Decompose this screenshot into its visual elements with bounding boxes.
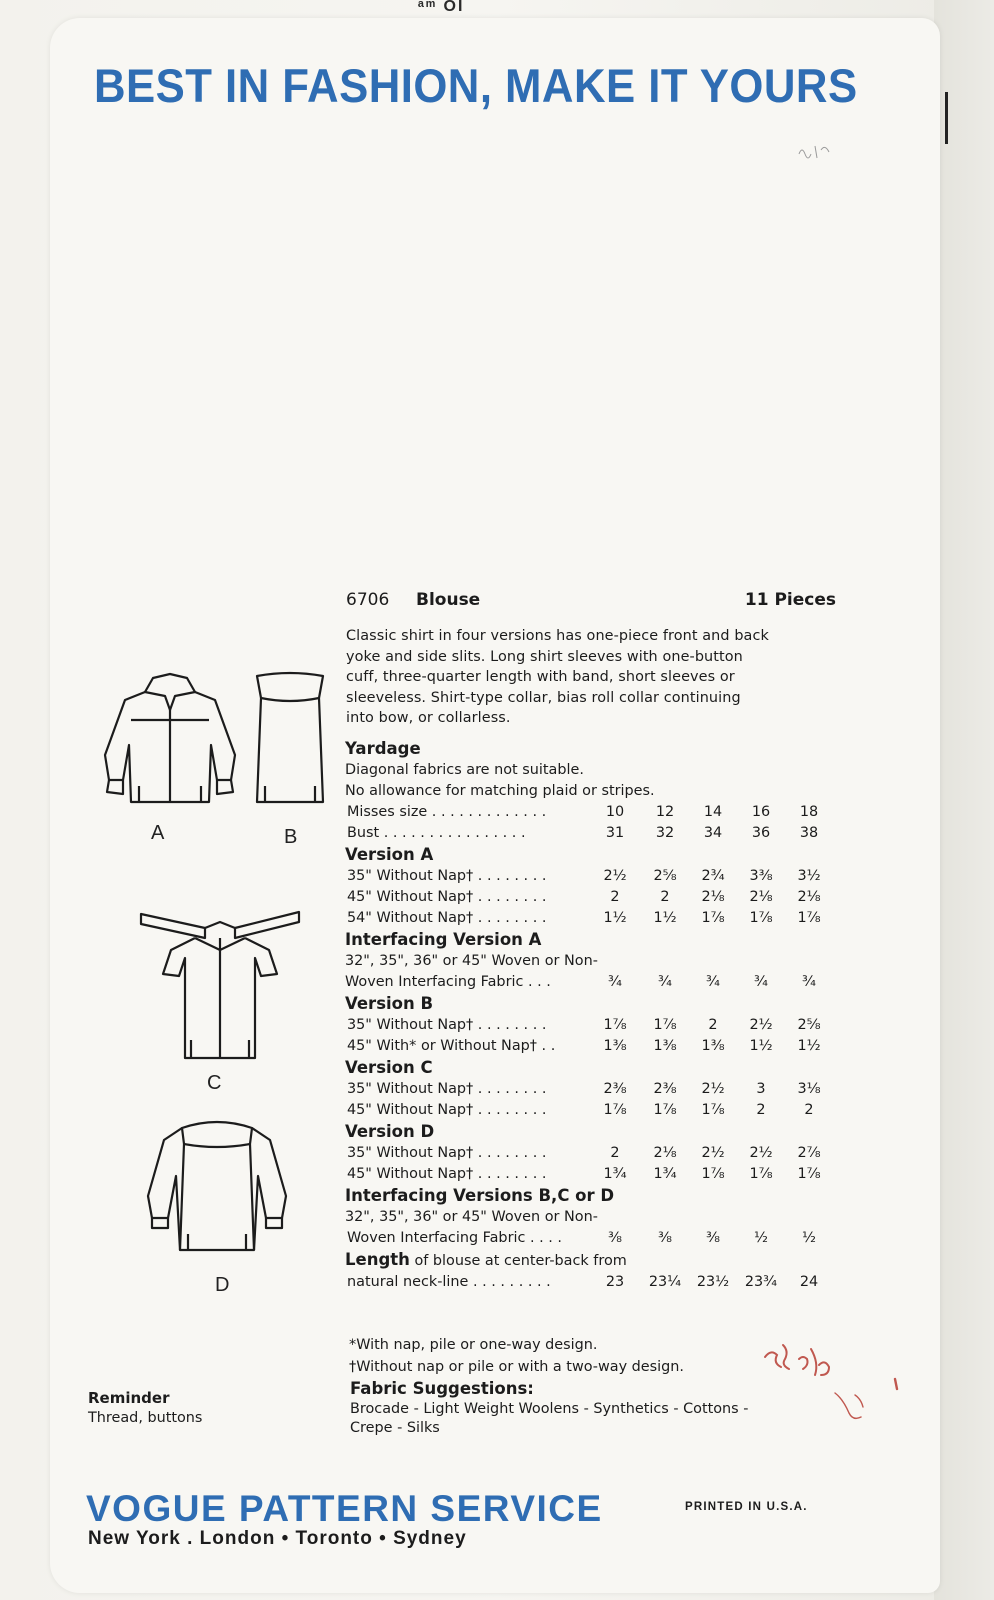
sizes-row [345, 802, 845, 823]
sketch-version-d [142, 1110, 292, 1260]
cell: 2⅞ [797, 1145, 821, 1161]
description-line: into bow, or collarless. [346, 710, 511, 726]
sketch-label-d: D [215, 1274, 230, 1296]
interfacing-a-heading: Interfacing Version A [345, 930, 542, 949]
red-pencil-mark [755, 1335, 905, 1429]
cell: 38 [799, 825, 819, 841]
yardage-row [345, 908, 845, 929]
cell: ⅜ [706, 1230, 720, 1246]
version-b-heading: Version B [345, 994, 434, 1013]
yardage-row [345, 1143, 845, 1164]
cell: 2 [610, 889, 620, 905]
cell: 1⅞ [603, 1017, 627, 1033]
yardage-row [345, 1036, 845, 1057]
cell: 1⅞ [603, 1102, 627, 1118]
cell: 1⅜ [701, 1038, 725, 1054]
cell: ¾ [608, 974, 622, 990]
cell: 2½ [603, 868, 627, 884]
top-text-fragment: ᵃᵐ OI [418, 0, 465, 15]
cell: 2¾ [701, 868, 725, 884]
cell: ½ [754, 1230, 768, 1246]
row-label: Misses size . . . . . . . . . . . . . [347, 804, 547, 820]
cell: 2 [756, 1102, 766, 1118]
reminder-text: Thread, buttons [88, 1410, 203, 1426]
cell: ¾ [706, 974, 720, 990]
cell: 3 [756, 1081, 766, 1097]
cell: 2⅛ [653, 1145, 677, 1161]
cell: 1⅞ [797, 1166, 821, 1182]
cell: 24 [799, 1274, 819, 1290]
cell: 2⅜ [603, 1081, 627, 1097]
cell: 31 [605, 825, 625, 841]
cell: 12 [655, 804, 675, 820]
cell: 1⅞ [797, 910, 821, 926]
footnote-with-nap: *With nap, pile or one-way design. [349, 1337, 598, 1353]
pattern-pieces: 11 Pieces [744, 590, 836, 610]
interfacing-note: 32", 35", 36" or 45" Woven or Non- [345, 1209, 598, 1225]
yardage-row [345, 866, 845, 887]
row-label: 45" Without Nap† . . . . . . . . [347, 1102, 547, 1118]
footnote-without-nap: †Without nap or pile or with a two-way design. [349, 1359, 684, 1375]
cell: 1⅞ [701, 1166, 725, 1182]
cell: 2½ [749, 1017, 773, 1033]
row-label: natural neck-line . . . . . . . . . [347, 1274, 551, 1290]
footer-cities: New York . London • Toronto • Sydney [88, 1528, 467, 1549]
length-heading-rest: of blouse at center-back from [409, 1253, 627, 1269]
row-label: 35" Without Nap† . . . . . . . . [347, 1017, 547, 1033]
length-row [345, 1272, 845, 1293]
cell: ¾ [658, 974, 672, 990]
sketch-label-a: A [151, 822, 165, 844]
sketch-version-b [245, 668, 335, 808]
yardage-note: Diagonal fabrics are not suitable. [345, 762, 584, 778]
cell: 1⅜ [653, 1038, 677, 1054]
envelope-edge [934, 0, 994, 1600]
cell: 18 [799, 804, 819, 820]
cell: 2½ [701, 1145, 725, 1161]
row-label: 45" Without Nap† . . . . . . . . [347, 889, 547, 905]
cell: 2⅜ [653, 1081, 677, 1097]
row-label: 35" Without Nap† . . . . . . . . [347, 1081, 547, 1097]
cell: ½ [802, 1230, 816, 1246]
yardage-row [345, 887, 845, 908]
pattern-description [346, 626, 836, 729]
cell: 1⅞ [701, 1102, 725, 1118]
yardage-row [345, 1100, 845, 1121]
cell: 1⅞ [653, 1017, 677, 1033]
yardage-table [345, 738, 845, 1293]
cell: 10 [605, 804, 625, 820]
headline: BEST IN FASHION, MAKE IT YOURS [94, 59, 858, 112]
version-d-heading: Version D [345, 1122, 435, 1141]
cell: 1⅜ [603, 1038, 627, 1054]
cell: 23½ [696, 1274, 730, 1290]
yardage-row [345, 1015, 845, 1036]
cell: 3⅜ [749, 868, 773, 884]
sketch-version-c [135, 908, 305, 1068]
version-c-heading: Version C [345, 1058, 433, 1077]
row-label: 45" With* or Without Nap† . . [347, 1038, 556, 1054]
sketch-label-c: C [207, 1072, 222, 1094]
length-heading-bold: Length [345, 1250, 410, 1269]
version-a-heading: Version A [345, 845, 434, 864]
cell: 14 [703, 804, 723, 820]
cell: 3⅛ [797, 1081, 821, 1097]
pencil-scribble [795, 140, 835, 168]
cell: 2⅝ [797, 1017, 821, 1033]
cell: 36 [751, 825, 771, 841]
cell: 1½ [653, 910, 677, 926]
row-label: 54" Without Nap† . . . . . . . . [347, 910, 547, 926]
row-label: 45" Without Nap† . . . . . . . . [347, 1166, 547, 1182]
pattern-title: Blouse [416, 590, 481, 610]
cell: 23 [605, 1274, 625, 1290]
fabric-line: Brocade - Light Weight Woolens - Synthetics - Cottons - [350, 1401, 749, 1417]
description-line: cuff, three-quarter length with band, short sleeves or [346, 669, 735, 685]
cell: ⅜ [608, 1230, 622, 1246]
footnotes [349, 1334, 684, 1378]
bust-row [345, 823, 845, 844]
cell: ¾ [802, 974, 816, 990]
fabric-line: Crepe - Silks [350, 1420, 440, 1436]
pattern-number: 6706 [346, 590, 390, 610]
cell: 16 [751, 804, 771, 820]
cell: 2 [708, 1017, 718, 1033]
interfacing-bcd-heading: Interfacing Versions B,C or D [345, 1186, 615, 1205]
reminder-title: Reminder [88, 1389, 170, 1407]
cell: 1¾ [653, 1166, 677, 1182]
row-label: 35" Without Nap† . . . . . . . . [347, 868, 547, 884]
cell: 2 [804, 1102, 814, 1118]
row-label: Woven Interfacing Fabric . . . [345, 974, 551, 990]
row-label: Woven Interfacing Fabric . . . . [347, 1230, 562, 1246]
row-label: Bust . . . . . . . . . . . . . . . . [347, 825, 526, 841]
cell: ⅜ [658, 1230, 672, 1246]
sketch-label-b: B [284, 826, 298, 848]
edge-tick-mark [945, 92, 948, 144]
yardage-row [345, 1164, 845, 1185]
description-line: sleeveless. Shirt-type collar, bias roll collar continuing [346, 689, 741, 706]
cell: ¾ [754, 974, 768, 990]
description-line: yoke and side slits. Long shirt sleeves with one-button [346, 648, 743, 665]
printed-in: PRINTED IN U.S.A. [685, 1501, 808, 1513]
cell: 1⅞ [653, 1102, 677, 1118]
cell: 1⅞ [749, 910, 773, 926]
row-label: 35" Without Nap† . . . . . . . . [347, 1145, 547, 1161]
cell: 1⅞ [749, 1166, 773, 1182]
cell: 2 [610, 1145, 620, 1161]
cell: 23¼ [648, 1274, 682, 1290]
cell: 2½ [749, 1145, 773, 1161]
cell: 2 [660, 889, 670, 905]
cell: 32 [655, 825, 675, 841]
cell: 34 [703, 825, 723, 841]
fabric-heading: Fabric Suggestions: [350, 1379, 534, 1398]
cell: 2⅛ [797, 889, 821, 905]
length-heading [345, 1249, 845, 1272]
cell: 1⅞ [701, 910, 725, 926]
reminder [88, 1388, 202, 1428]
cell: 23¾ [744, 1274, 778, 1290]
yardage-row [345, 1228, 845, 1249]
cell: 2½ [701, 1081, 725, 1097]
yardage-heading: Yardage [345, 739, 421, 758]
yardage-row [345, 972, 845, 993]
interfacing-note: 32", 35", 36" or 45" Woven or Non- [345, 953, 598, 969]
cell: 2⅝ [653, 868, 677, 884]
cell: 2⅛ [701, 889, 725, 905]
sketch-version-a [95, 670, 245, 820]
vogue-brand: VOGUE PATTERN SERVICE [86, 1488, 603, 1529]
cell: 1¾ [603, 1166, 627, 1182]
cell: 1½ [603, 910, 627, 926]
description-line: Classic shirt in four versions has one-piece front and back [346, 628, 769, 644]
cell: 1½ [797, 1038, 821, 1054]
yardage-row [345, 1079, 845, 1100]
cell: 1½ [749, 1038, 773, 1054]
cell: 3½ [797, 868, 821, 884]
cell: 2⅛ [749, 889, 773, 905]
yardage-note: No allowance for matching plaid or stripes. [345, 783, 655, 799]
